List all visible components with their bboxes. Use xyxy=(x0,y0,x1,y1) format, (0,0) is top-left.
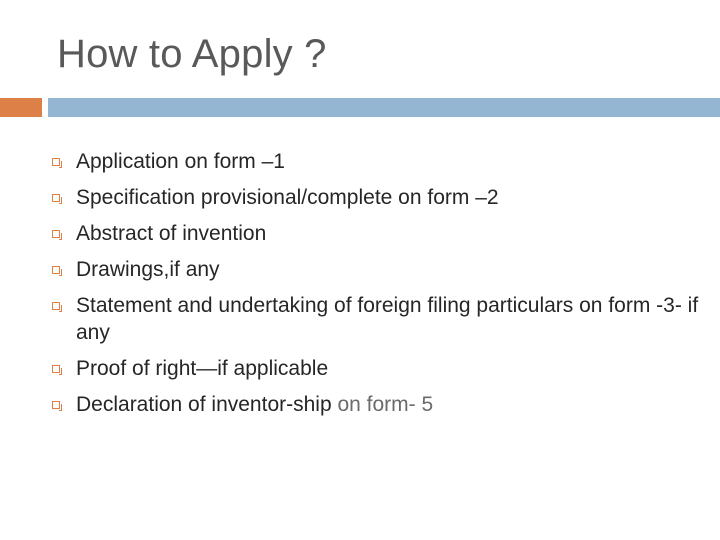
list-item xyxy=(52,220,702,247)
bullet-text-suffix: on form- 5 xyxy=(337,393,434,416)
hollow-square-bullet-icon xyxy=(52,292,76,319)
hollow-square-bullet-icon xyxy=(52,256,76,283)
bullet-list xyxy=(52,148,702,427)
bullet-text-main: Declaration of inventor-ship xyxy=(76,393,338,416)
hollow-square-bullet-icon xyxy=(52,148,76,175)
list-item xyxy=(52,148,702,175)
list-item xyxy=(52,184,702,211)
hollow-square-bullet-icon xyxy=(52,220,76,247)
bullet-text: Proof of right—if applicable xyxy=(76,357,329,380)
hollow-square-bullet-icon xyxy=(52,184,76,211)
bullet-text xyxy=(76,391,702,418)
bullet-text: Statement and undertaking of foreign filing particulars on form -3- if any xyxy=(76,294,699,344)
bullet-text: Specification provisional/complete on form –2 xyxy=(76,186,499,209)
bullet-text: Drawings,if any xyxy=(76,258,220,281)
list-item xyxy=(52,355,702,382)
title-accent-bar xyxy=(0,98,42,117)
title-underline-bar xyxy=(48,98,720,117)
slide-title: How to Apply ? xyxy=(57,32,327,76)
hollow-square-bullet-icon xyxy=(52,391,76,418)
bullet-text: Application on form –1 xyxy=(76,150,285,173)
list-item xyxy=(52,256,702,283)
bullet-text: Abstract of invention xyxy=(76,222,267,245)
hollow-square-bullet-icon xyxy=(52,355,76,382)
list-item xyxy=(52,391,702,418)
list-item xyxy=(52,292,702,346)
